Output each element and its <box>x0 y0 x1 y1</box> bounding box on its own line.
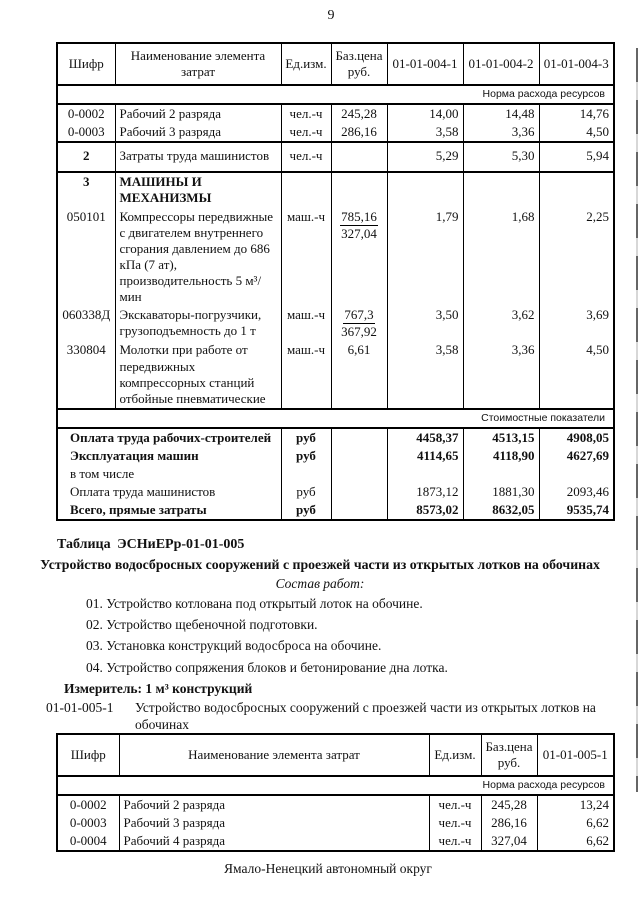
works-list <box>86 596 640 676</box>
cost-table-005 <box>56 733 613 852</box>
cell-norm-value: 2,25 <box>539 208 614 307</box>
cell-norm-value: 1,68 <box>463 208 539 307</box>
cell-unit: руб <box>281 501 331 520</box>
cell-cost-value <box>387 465 463 483</box>
table-row <box>57 208 614 307</box>
cell-unit: чел.-ч <box>281 142 331 172</box>
cell-unit: чел.-ч <box>429 795 481 814</box>
cell-unit: руб <box>281 428 331 447</box>
cell-name: Рабочий 3 разряда <box>119 814 429 832</box>
table-header-row <box>57 734 614 776</box>
cell-cost-value: 4118,90 <box>463 447 539 465</box>
cell-base-price: $\frac{767,3}{367,92}$ <box>331 306 387 341</box>
table-row <box>57 172 614 207</box>
table-header-row <box>57 43 614 85</box>
cell-norm-value: 1,79 <box>387 208 463 307</box>
table-row <box>57 142 614 172</box>
cell-name: Молотки при работе от передвижных компрессорных станций отбойные пневматические <box>115 341 281 408</box>
cell-norm-value <box>463 172 539 207</box>
header-cell: Ед.изм. <box>281 43 331 85</box>
subtitle-label: Норма расхода ресурсов <box>57 85 614 104</box>
cost-row <box>57 447 614 465</box>
header-cell: Наименование элемента затрат <box>115 43 281 85</box>
cell-base-price <box>331 501 387 520</box>
cell-code: 060338Д <box>57 306 115 341</box>
work-item: 03. Установка конструкций водосброса на обочине. <box>86 638 382 654</box>
cell-name: МАШИНЫ И МЕХАНИЗМЫ <box>115 172 281 207</box>
table-row <box>57 832 614 851</box>
cell-cost-value: 4114,65 <box>387 447 463 465</box>
cell-norm-value: 3,62 <box>463 306 539 341</box>
cell-cost-value: 8632,05 <box>463 501 539 520</box>
cell-name: Затраты труда машинистов <box>115 142 281 172</box>
cell-base-price: 327,04 <box>481 832 537 851</box>
cell-name: Рабочий 2 разряда <box>119 795 429 814</box>
work-item: 01. Устройство котлована под открытый лоток на обочине. <box>86 596 423 611</box>
cell-norm-value: 14,76 <box>539 104 614 123</box>
cell-norm-value: 4,50 <box>539 123 614 142</box>
table-subtitle-row <box>57 776 614 795</box>
header-cell: Шифр <box>57 734 119 776</box>
cell-norm-value <box>387 172 463 207</box>
cell-norm-value: 6,62 <box>537 832 614 851</box>
footer-region-label: Ямало-Ненецкий автономный округ <box>224 861 432 876</box>
cell-norm-value: 4,50 <box>539 341 614 408</box>
cell-code: 0-0003 <box>57 814 119 832</box>
cell-base-price <box>331 465 387 483</box>
cell-cost-value: 1873,12 <box>387 483 463 501</box>
header-cell: Баз.цена руб. <box>331 43 387 85</box>
cell-name: Рабочий 2 разряда <box>115 104 281 123</box>
header-cell: Ед.изм. <box>429 734 481 776</box>
cell-base-price: 6,61 <box>331 341 387 408</box>
cost-table-004-table <box>56 42 615 521</box>
cell-norm-value: 3,36 <box>463 341 539 408</box>
cell-norm-value: 5,94 <box>539 142 614 172</box>
cell-cost-name: Всего, прямые затраты <box>57 501 281 520</box>
cell-code: 0-0002 <box>57 104 115 123</box>
cost-row <box>57 501 614 520</box>
header-cell: Шифр <box>57 43 115 85</box>
cell-code: 0-0003 <box>57 123 115 142</box>
cell-cost-value: 2093,46 <box>539 483 614 501</box>
norm-item-row <box>46 700 640 734</box>
cell-cost-value <box>463 465 539 483</box>
table-subtitle-row <box>57 85 614 104</box>
table-row <box>57 104 614 123</box>
cell-norm-value: 3,36 <box>463 123 539 142</box>
table-row <box>57 306 614 341</box>
header-cell: Наименование элемента затрат <box>119 734 429 776</box>
cell-base-price: 245,28 <box>331 104 387 123</box>
cell-base-price <box>331 428 387 447</box>
cell-base-price: 245,28 <box>481 795 537 814</box>
cost-row <box>57 428 614 447</box>
norm-item-code: 01-01-005-1 <box>46 699 114 715</box>
table-row <box>57 795 614 814</box>
header-cell: 01-01-004-2 <box>463 43 539 85</box>
cell-code: 050101 <box>57 208 115 307</box>
cell-norm-value: 14,48 <box>463 104 539 123</box>
cell-base-price: 286,16 <box>331 123 387 142</box>
table-row <box>57 341 614 408</box>
cell-base-price <box>331 142 387 172</box>
cell-name: Рабочий 4 разряда <box>119 832 429 851</box>
work-item: 04. Устройство сопряжения блоков и бетонирование дна лотка. <box>86 659 448 675</box>
cell-unit <box>281 172 331 207</box>
cell-norm-value: 6,62 <box>537 814 614 832</box>
cost-row <box>57 465 614 483</box>
section-005 <box>0 537 640 734</box>
cell-cost-value: 4513,15 <box>463 428 539 447</box>
cell-cost-value: 9535,74 <box>539 501 614 520</box>
cell-name: Экскаваторы-погрузчики, грузоподъемность до 1 т <box>115 306 281 341</box>
cell-base-price: 286,16 <box>481 814 537 832</box>
cell-base-price <box>331 447 387 465</box>
cell-norm-value: 13,24 <box>537 795 614 814</box>
works-label: Состав работ: <box>275 576 365 591</box>
meter-label: Измеритель: 1 м³ конструкций <box>64 680 253 696</box>
cell-cost-value: 4627,69 <box>539 447 614 465</box>
cost-table-005-table <box>56 733 615 852</box>
cell-base-price <box>331 483 387 501</box>
cell-norm-value <box>539 172 614 207</box>
header-cell: Баз.цена руб. <box>481 734 537 776</box>
cell-unit: руб <box>281 483 331 501</box>
cell-cost-value <box>539 465 614 483</box>
section-title: Устройство водосбросных сооружений с проезжей части из открытых лотков на обочинах <box>40 557 600 572</box>
page-number: 9 <box>327 8 335 23</box>
cell-norm-value: 3,50 <box>387 306 463 341</box>
table-row <box>57 123 614 142</box>
cell-code: 3 <box>57 172 115 207</box>
cell-code: 0-0004 <box>57 832 119 851</box>
cell-norm-value: 3,69 <box>539 306 614 341</box>
cell-norm-value: 5,29 <box>387 142 463 172</box>
cell-code: 330804 <box>57 341 115 408</box>
cost-row <box>57 483 614 501</box>
cell-unit <box>281 465 331 483</box>
subtitle-label: Стоимостные показатели <box>57 409 614 428</box>
cell-base-price <box>331 172 387 207</box>
cell-norm-value: 5,30 <box>463 142 539 172</box>
cell-cost-name: Оплата труда рабочих-строителей <box>57 428 281 447</box>
cell-base-price: $\frac{785,16}{327,04}$ <box>331 208 387 307</box>
cell-unit: чел.-ч <box>281 123 331 142</box>
cell-unit: чел.-ч <box>281 104 331 123</box>
cell-norm-value: 14,00 <box>387 104 463 123</box>
cell-code: 2 <box>57 142 115 172</box>
cell-norm-value: 3,58 <box>387 123 463 142</box>
header-cell: 01-01-005-1 <box>537 734 614 776</box>
cell-cost-value: 1881,30 <box>463 483 539 501</box>
cell-code: 0-0002 <box>57 795 119 814</box>
norm-item-title: Устройство водосбросных сооружений с проезжей части из открытых лотков на обочинах <box>135 699 596 732</box>
cell-name: Компрессоры передвижные с двигателем внутреннего сгорания давлением до 686 кПа (7 ат), производительность 5 м³/мин <box>115 208 281 307</box>
header-cell: 01-01-004-1 <box>387 43 463 85</box>
cell-norm-value: 3,58 <box>387 341 463 408</box>
table-row <box>57 814 614 832</box>
subtitle-label: Норма расхода ресурсов <box>57 776 614 795</box>
table-subtitle-row <box>57 409 614 428</box>
cell-unit: руб <box>281 447 331 465</box>
work-item: 02. Устройство щебеночной подготовки. <box>86 617 318 633</box>
cost-table-004 <box>56 42 613 521</box>
cell-unit: чел.-ч <box>429 832 481 851</box>
cell-unit: маш.-ч <box>281 208 331 307</box>
cell-cost-value: 4908,05 <box>539 428 614 447</box>
section-table-label: Таблица ЭСНиЕРр-01-01-005 <box>57 537 245 552</box>
cell-cost-name: Оплата труда машинистов <box>57 483 281 501</box>
cell-cost-value: 4458,37 <box>387 428 463 447</box>
header-cell: 01-01-004-3 <box>539 43 614 85</box>
cell-unit: маш.-ч <box>281 306 331 341</box>
cell-unit: чел.-ч <box>429 814 481 832</box>
cell-unit: маш.-ч <box>281 341 331 408</box>
cell-cost-name: в том числе <box>57 465 281 483</box>
scan-artifact-line <box>636 48 638 792</box>
cell-name: Рабочий 3 разряда <box>115 123 281 142</box>
cell-cost-name: Эксплуатация машин <box>57 447 281 465</box>
cell-cost-value: 8573,02 <box>387 501 463 520</box>
